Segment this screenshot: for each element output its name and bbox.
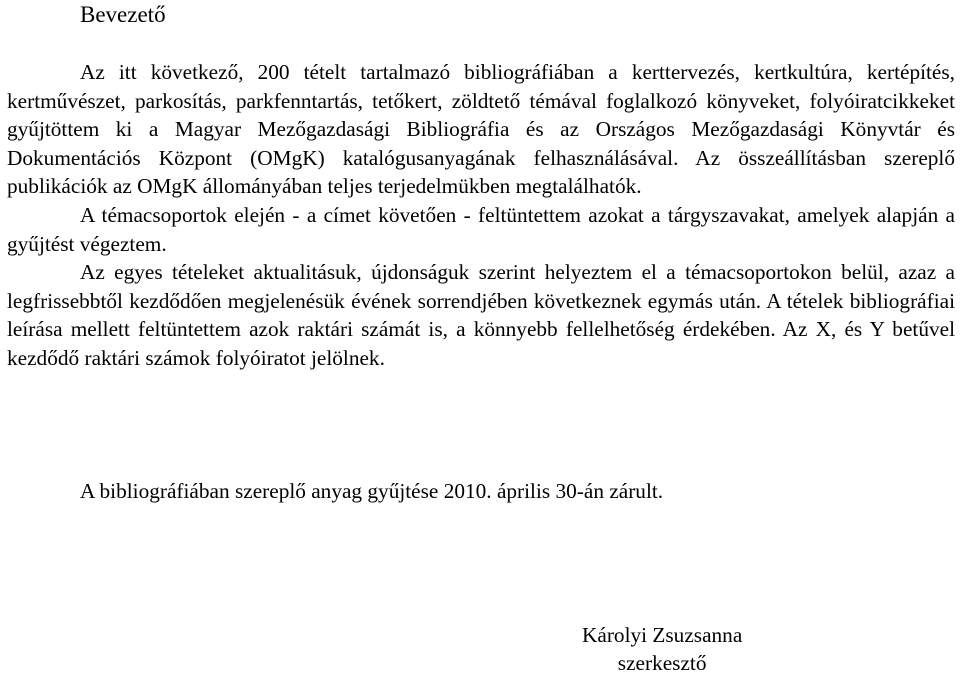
paragraph-scope: Az itt következő, 200 tételt tartalmazó bibliográfiában a kerttervezés, kertkultúra, kertépítés, kertművészet, parkosítás, parkfenntartás, tetőkert, zöldtető témával foglalkozó könyveket, folyóiratcikkeket gyűjtöttem ki a Magyar Mezőgazdasági Bibliográfia és az Országos Mezőgazdasági Könyvtár és Dokumentációs Központ (OMgK) katalógusanyagának felhasználásával. Az összeállításban szereplő publikációk az OMgK állományában teljes terjedelmükben megtalálhatók. [7,60,955,199]
introduction-body [7,58,955,373]
collection-closing-note: A bibliográfiában szereplő anyag gyűjtése 2010. április 30-án zárult. [80,479,664,503]
section-heading: Bevezető [80,2,166,27]
paragraph-ordering: Az egyes tételeket aktualitásuk, újdonságuk szerint helyeztem el a témacsoportokon belül, azaz a legfrissebbtől kezdődően megjelenésük évének sorrendjében következnek egymás után. A tételek bibliográfiai leírása mellett feltüntettem azok raktári számát is, a könnyebb fellelhetőség érdekében. Az X, és Y betűvel kezdődő raktári számok folyóiratot jelölnek. [7,260,955,370]
signature-role: szerkesztő [617,651,707,675]
signature-name: Károlyi Zsuzsanna [582,623,743,647]
paragraph-keywords: A témacsoportok elején - a címet követően - feltüntettem azokat a tárgyszavakat, amelyek alapján a gyűjtést végeztem. [7,202,955,256]
signature-block [582,621,742,677]
